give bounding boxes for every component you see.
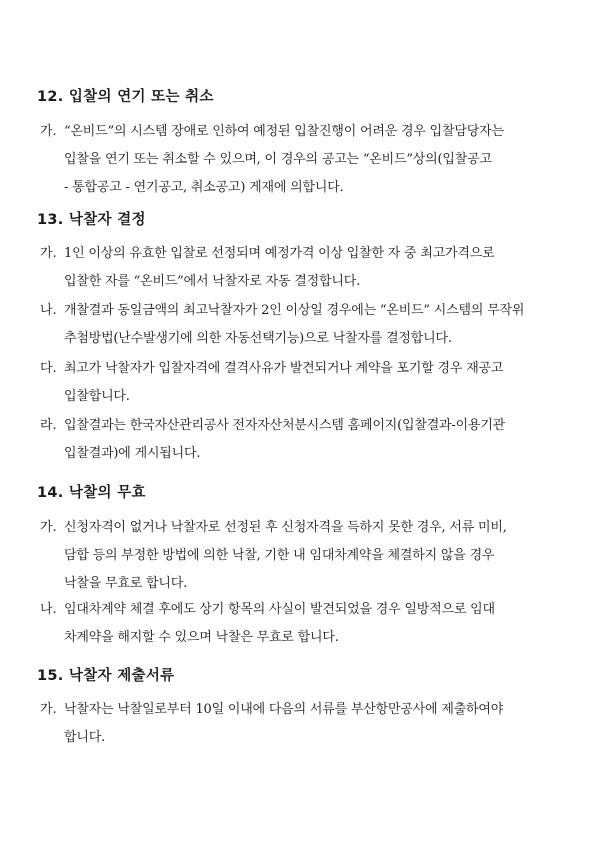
item-text-line: “온비드”의 시스템 장애로 인하여 예정된 입찰진행이 어려운 경우 입찰담당자는: [64, 124, 504, 139]
item-marker: 나.: [40, 303, 57, 318]
item-text-line: 입찰한 자를 “온비드”에서 낙찰자로 자동 결정합니다.: [64, 274, 361, 289]
item-text-line: 개찰결과 동일금액의 최고낙찰자가 2인 이상일 경우에는 “온비드” 시스템의 무작위: [64, 303, 525, 318]
item-text-line: 차계약을 해지할 수 있으며 낙찰은 무효로 합니다.: [64, 630, 339, 645]
section-heading: 15. 낙찰자 제출서류: [37, 668, 175, 684]
item-text-line: 합니다.: [64, 730, 106, 745]
item-text-line: 낙찰을 무효로 합니다.: [64, 576, 188, 591]
item-text-line: 낙찰자는 낙찰일로부터 10일 이내에 다음의 서류를 부산항만공사에 제출하여야: [64, 702, 504, 717]
item-marker: 다.: [40, 361, 57, 376]
section-heading: 12. 입찰의 연기 또는 취소: [37, 89, 214, 105]
item-text-line: 최고가 낙찰자가 입찰자격에 결격사유가 발견되거나 계약을 포기할 경우 재공고: [64, 361, 504, 376]
item-text-line: - 통합공고 - 연기공고, 취소공고) 게재에 의합니다.: [64, 180, 344, 195]
item-text-line: 1인 이상의 유효한 입찰로 선정되며 예정가격 이상 입찰한 자 중 최고가격으로: [64, 246, 495, 261]
section-heading: 13. 낙찰자 결정: [37, 212, 146, 228]
item-marker: 라.: [40, 418, 57, 433]
item-text-line: 추첨방법(난수발생기에 의한 자동선택기능)으로 낙찰자를 결정합니다.: [64, 331, 452, 346]
item-text-line: 입찰합니다.: [64, 389, 130, 404]
item-marker: 가.: [40, 246, 57, 261]
item-text-line: 신청자격이 없거나 낙찰자로 선정된 후 신청자격을 득하지 못한 경우, 서류 미비,: [64, 520, 507, 535]
item-text-line: 임대차계약 체결 후에도 상기 항목의 사실이 발견되었을 경우 일방적으로 임대: [64, 602, 495, 617]
item-text-line: 입찰을 연기 또는 취소할 수 있으며, 이 경우의 공고는 “온비드”상의(입찰공고: [64, 152, 492, 167]
item-text-line: 담합 등의 부정한 방법에 의한 낙찰, 기한 내 임대차계약을 체결하지 않을 경우: [64, 548, 495, 563]
item-marker: 가.: [40, 520, 57, 535]
item-text-line: 입찰결과는 한국자산관리공사 전자자산처분시스템 홈페이지(입찰결과-이용기관: [64, 418, 506, 433]
item-marker: 가.: [40, 702, 57, 717]
item-marker: 가.: [40, 124, 57, 139]
item-marker: 나.: [40, 602, 57, 617]
section-heading: 14. 낙찰의 무효: [37, 485, 146, 501]
item-text-line: 입찰결과)에 게시됩니다.: [64, 446, 201, 461]
